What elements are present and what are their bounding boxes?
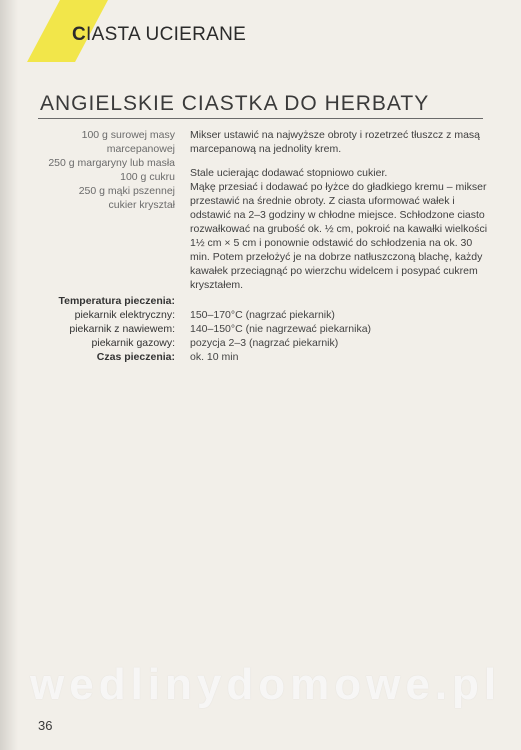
step-paragraph: Mikser ustawić na najwyższe obroty i rozetrzeć tłuszcz z masą marcepanową na jednolity krem. — [190, 129, 481, 155]
convection-oven-value: 140–150°C (nie nagrzewać piekarnika) — [190, 323, 372, 335]
step-paragraph: Mąkę przesiać i dodawać po łyżce do gładkiego kremu – mikser przestawić na średnie obroty. Z ciasta uformować wałek i odstawić na 2–3 godziny w chłodne miejsce. Schłodzone ciasto rozwałkować na grubość ok. ½ cm, pokroić na kawałki wielkości 1½ cm × 5 cm i ponownie odstawić do schłodzenia na ok. 30 min. Potem przełożyć je na dobrze natłuszczoną blachę, każdy kawałek przeciągnąć po wierzchu widelcem i posypać cukrem kryształem. — [190, 181, 488, 291]
ingredients-list — [40, 128, 175, 212]
step-paragraph: Stale ucierając dodawać stopniowo cukier. — [190, 167, 388, 179]
baking-temperature-heading: Temperatura pieczenia: — [58, 295, 175, 307]
page-binding-shadow — [0, 0, 18, 750]
gas-oven-value: pozycja 2–3 (nagrzać piekarnik) — [190, 337, 339, 349]
ingredient-line: marcepanowej — [106, 143, 175, 155]
baking-labels — [40, 294, 175, 364]
chapter-title-rest: IASTA UCIERANE — [86, 24, 247, 45]
ingredient-line: 250 g mąki pszennej — [78, 185, 175, 197]
ingredient-line: 250 g margaryny lub masła — [48, 157, 175, 169]
convection-oven-label: piekarnik z nawiewem: — [69, 323, 175, 335]
chapter-title — [72, 24, 246, 46]
ingredient-line: cukier kryształ — [108, 199, 175, 211]
ingredient-line: 100 g cukru — [120, 171, 175, 183]
title-divider — [38, 118, 483, 119]
baking-values — [190, 308, 490, 364]
electric-oven-value: 150–170°C (nagrzać piekarnik) — [190, 309, 335, 321]
baking-time-value: ok. 10 min — [190, 351, 239, 363]
site-watermark: wedlinydomowe.pl — [30, 660, 502, 709]
chapter-title-initial: C — [72, 24, 87, 45]
ingredient-line: 100 g surowej masy — [81, 129, 175, 141]
page-number: 36 — [38, 718, 53, 733]
baking-time-label: Czas pieczenia: — [96, 351, 175, 363]
gas-oven-label: piekarnik gazowy: — [91, 337, 175, 349]
preparation-steps — [190, 128, 490, 302]
electric-oven-label: piekarnik elektryczny: — [74, 309, 175, 321]
recipe-title: ANGIELSKIE CIASTKA DO HERBATY — [40, 92, 430, 115]
